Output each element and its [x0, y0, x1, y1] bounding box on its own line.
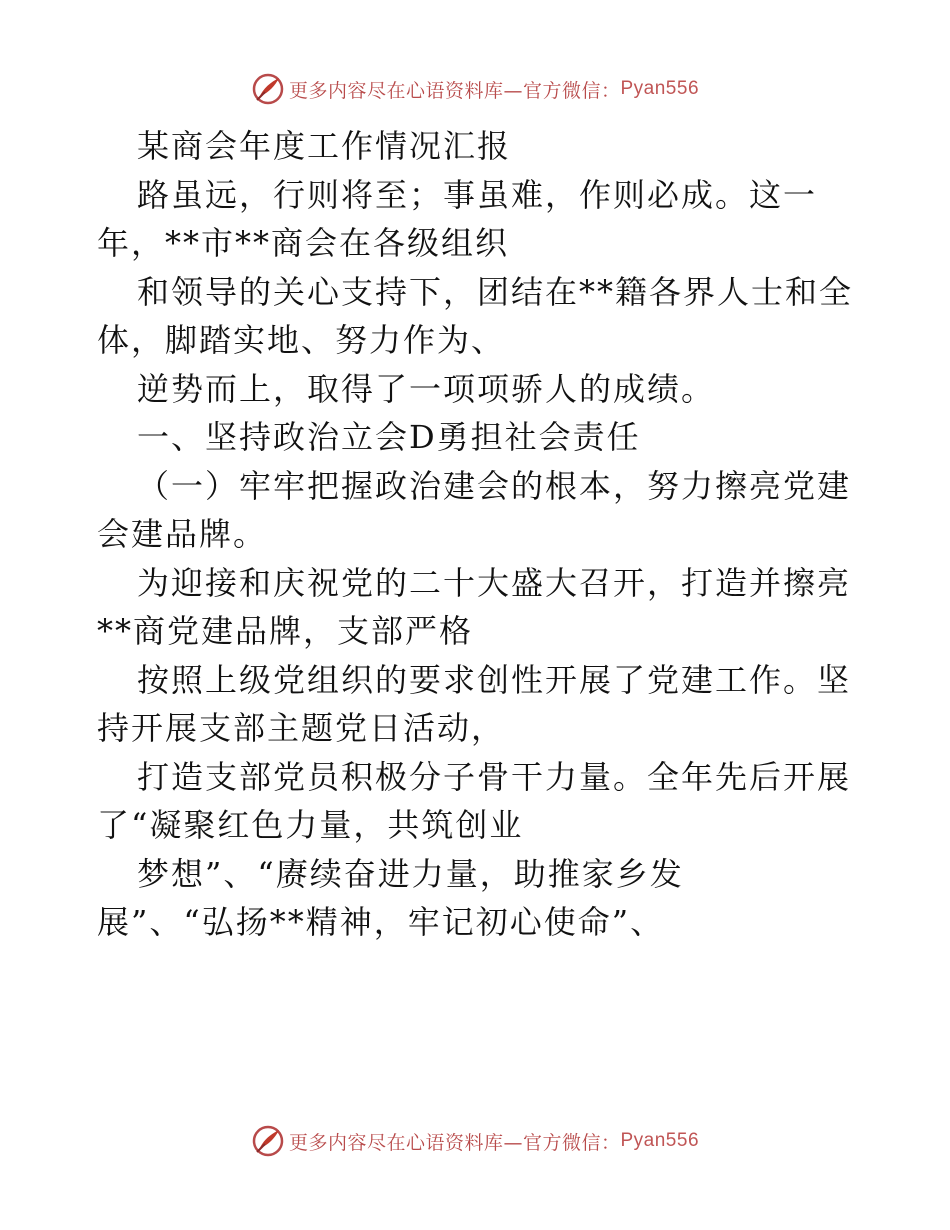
feather-logo-icon: [251, 1124, 285, 1158]
watermark-wechat-id: Pyan556: [620, 78, 700, 99]
text-line: 为迎接和庆祝党的二十大盛大召开，打造并擦亮: [137, 563, 852, 602]
text-line: 路虽远，行则将至；事虽难，作则必成。这一: [137, 175, 818, 214]
watermark-wechat-id: Pyan556: [620, 1130, 700, 1151]
watermark-footer: [0, 1124, 950, 1158]
text-line: 展”、“弘扬**精神，牢记初心使命”、: [97, 903, 665, 941]
text-line: 按照上级党组织的要求创性开展了党建工作。坚: [137, 660, 852, 699]
text-line: **商党建品牌，支部严格: [97, 612, 474, 650]
watermark-text: 更多内容尽在心语资料库—官方微信：: [288, 1131, 621, 1154]
text-line: 逆势而上，取得了一项项骄人的成绩。: [137, 369, 716, 408]
text-line: 了“凝聚红色力量，共筑创业: [97, 806, 524, 844]
text-line: 年，**市**商会在各级组织: [97, 224, 510, 262]
text-line: （一）牢牢把握政治建会的根本，努力擦亮党建: [137, 466, 852, 505]
watermark-text: 更多内容尽在心语资料库—官方微信：: [288, 79, 621, 102]
text-line: 一、坚持政治立会D勇担社会责任: [137, 418, 641, 456]
text-line: 某商会年度工作情况汇报: [137, 127, 512, 165]
text-line: 梦想”、“赓续奋进力量，助推家乡发: [137, 854, 684, 893]
text-line: 会建品牌。: [97, 515, 268, 553]
text-line: 体，脚踏实地、努力作为、: [97, 321, 506, 359]
watermark-header: [0, 72, 950, 106]
feather-logo-icon: [251, 72, 285, 106]
text-line: 持开展支部主题党日活动，: [97, 709, 506, 747]
text-line: 和领导的关心支持下，团结在**籍各界人士和全: [137, 272, 854, 311]
text-line: 打造支部党员积极分子骨干力量。全年先后开展: [137, 757, 852, 796]
document-body: [97, 122, 857, 947]
